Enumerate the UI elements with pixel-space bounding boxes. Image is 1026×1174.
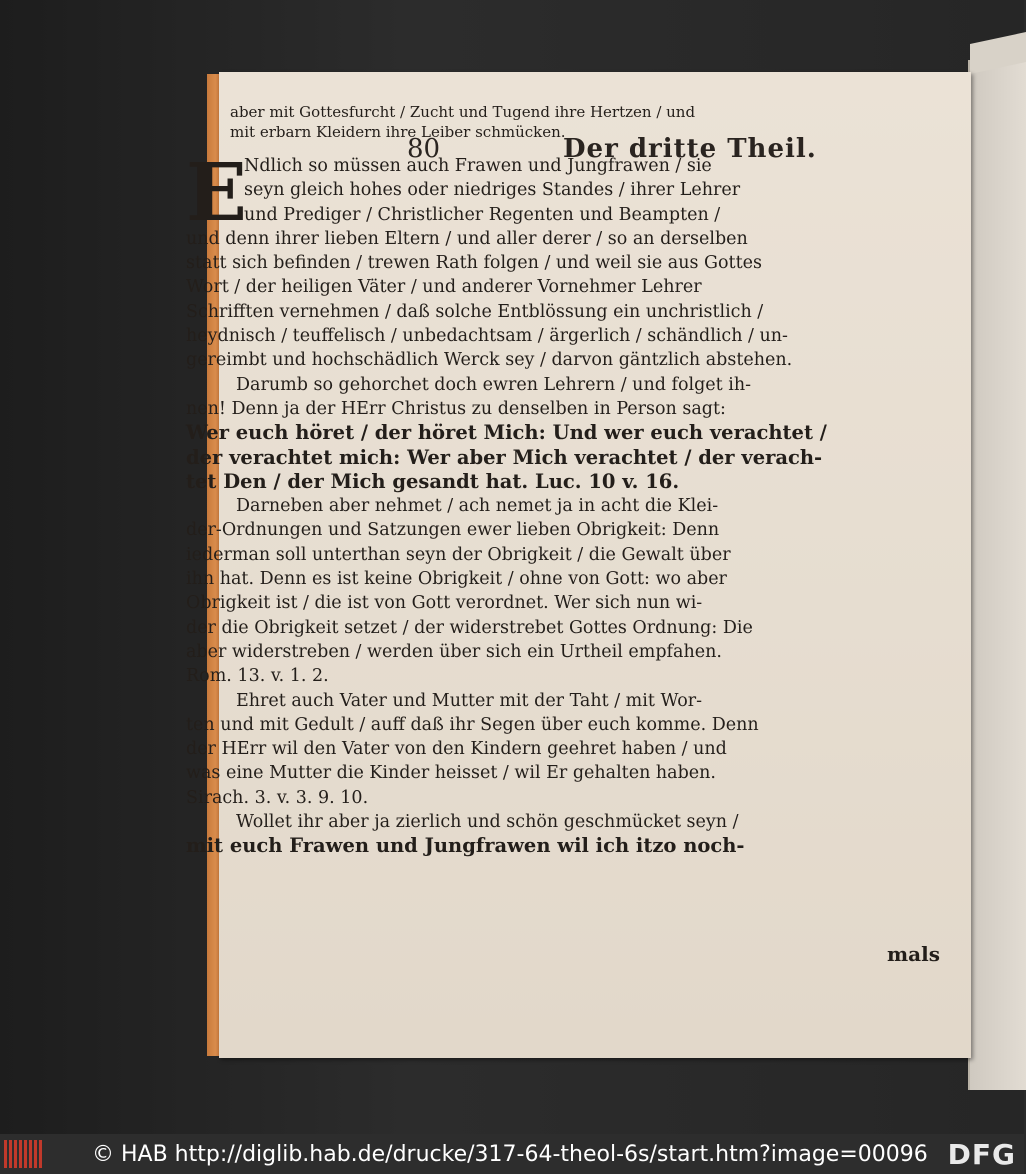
paragraph-line: iederman soll unterthan seyn der Obrigkeit / die Gewalt über	[186, 544, 731, 565]
body-text	[186, 102, 827, 859]
paragraph-line: was eine Mutter die Kinder heisset / wil Er gehalten haben.	[186, 763, 716, 784]
paragraph-line: der die Obrigkeit setzet / der widerstrebet Gottes Ordnung: Die	[186, 617, 753, 638]
paragraph-line: Wollet ihr aber ja zierlich und schön geschmücket seyn /	[236, 812, 739, 833]
paragraph-line: gereimbt und hochschädlich Werck sey / darvon gäntzlich abstehen.	[186, 350, 793, 371]
source-url[interactable]: © HAB http://diglib.hab.de/drucke/317-64-theol-6s/start.htm?image=00096	[92, 1142, 928, 1167]
running-head: Der dritte Theil.	[563, 134, 817, 164]
paragraph-line: aber widerstreben / werden über sich ein Urtheil empfahen.	[186, 641, 722, 662]
paragraph-line: Sirach. 3. v. 3. 9. 10.	[186, 787, 369, 808]
intro-line: mit erbarn Kleidern ihre Leiber schmücken.	[230, 123, 566, 141]
adjacent-page-edge	[968, 60, 1026, 1090]
paragraph-line: Wort / der heiligen Väter / und anderer Vornehmer Lehrer	[186, 277, 702, 298]
paragraph-line: Ehret auch Vater und Mutter mit der Taht / mit Wor-	[236, 690, 703, 711]
paragraph-line: mit euch Frawen und Jungfrawen wil ich itzo noch-	[186, 834, 745, 858]
paragraph-line: Darumb so gehorchet doch ewren Lehrern / und folget ih-	[236, 374, 752, 395]
paragraph-line: der-Ordnungen und Satzungen ewer lieben Obrigkeit: Denn	[186, 520, 720, 541]
drop-cap-initial: E	[186, 145, 247, 239]
paragraph-line: ten und mit Gedult / auff daß ihr Segen über euch komme. Denn	[186, 714, 759, 735]
hab-logo-icon	[4, 1140, 44, 1168]
paragraph-line: Schrifften vernehmen / daß solche Entblössung ein unchristlich /	[186, 301, 764, 322]
paragraph-line: statt sich befinden / trewen Rath folgen / und weil sie aus Gottes	[186, 253, 762, 274]
paragraph-line: der verachtet mich: Wer aber Mich verachtet / der verach-	[186, 445, 823, 469]
intro-line: aber mit Gottesfurcht / Zucht und Tugend ihre Hertzen / und	[230, 103, 696, 121]
paragraph-line: Wer euch höret / der höret Mich: Und wer euch verachtet /	[186, 421, 827, 445]
paragraph-line: nen! Denn ja der HErr Christus zu denselben in Person sagt:	[186, 398, 726, 419]
paragraph-line: tet Den / der Mich gesandt hat. Luc. 10 v. 16.	[186, 469, 680, 493]
paragraph-line: und denn ihrer lieben Eltern / und aller derer / so an derselben	[186, 228, 748, 249]
paragraph-line: ihn hat. Denn es ist keine Obrigkeit / ohne von Gott: wo aber	[186, 569, 727, 590]
footer-bar	[0, 1134, 1024, 1174]
paragraph-line: und Prediger / Christlicher Regenten und Beampten /	[244, 204, 721, 225]
dfg-logo: DFG	[947, 1138, 1016, 1171]
page-number: 80	[407, 134, 441, 164]
paragraph-line: heydnisch / teuffelisch / unbedachtsam / ärgerlich / schändlich / un-	[186, 326, 788, 347]
paragraph-line: der HErr wil den Vater von den Kindern geehret haben / und	[186, 739, 727, 760]
paragraph-line: Rom. 13. v. 1. 2.	[186, 666, 329, 687]
paragraph-line: Darneben aber nehmet / ach nemet ja in acht die Klei-	[236, 496, 719, 517]
catchword: mals	[887, 942, 940, 966]
paragraph-line: seyn gleich hohes oder niedriges Standes / ihrer Lehrer	[244, 180, 741, 201]
paragraph-line: Ndlich so müssen auch Frawen und Jungfrawen / sie	[244, 156, 712, 176]
paragraph-line: Obrigkeit ist / die ist von Gott verordnet. Wer sich nun wi-	[186, 593, 703, 614]
